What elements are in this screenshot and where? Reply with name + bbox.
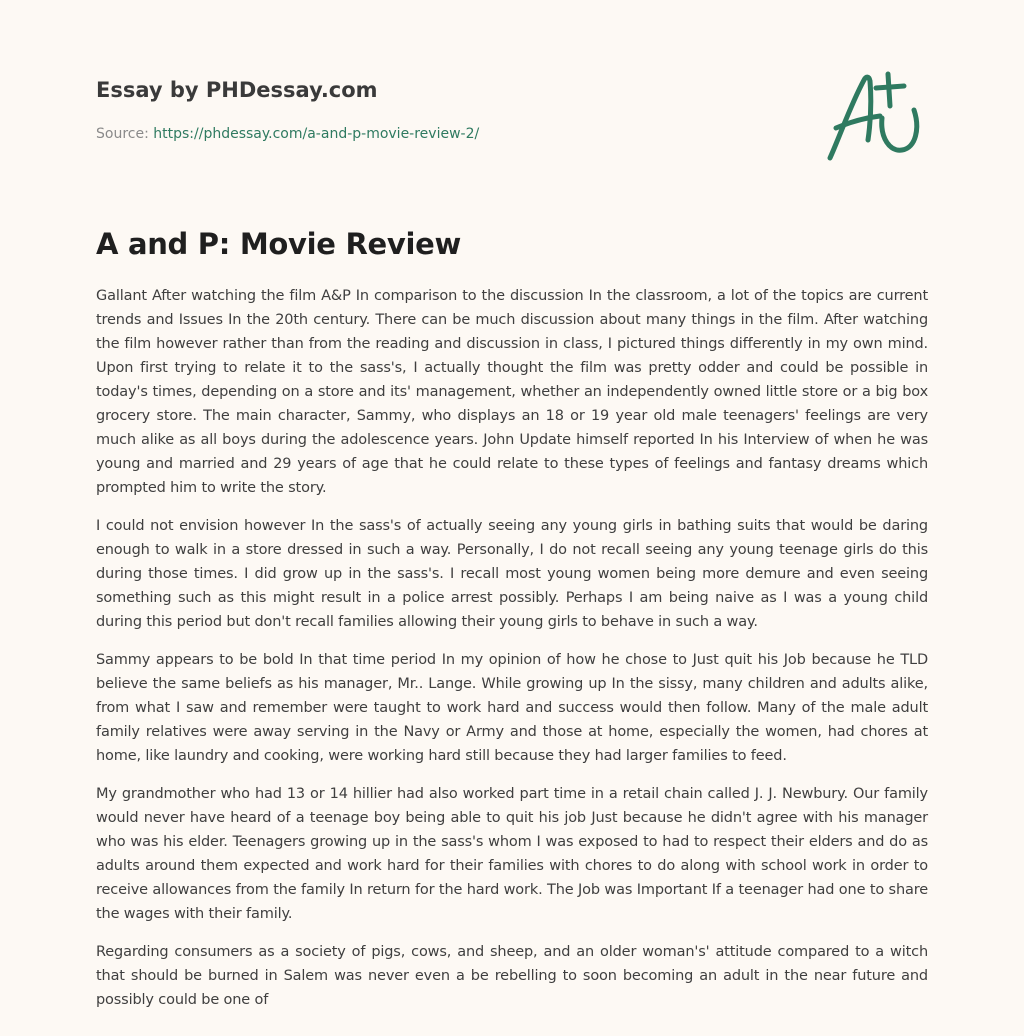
essay-paragraph: Gallant After watching the film A&P In comparison to the discussion In the classroom, a lot of the topics are current trends and Issues In the 20th century. There can be much discussion about many things in the film. After watching the film however rather than from the reading and discussion in class, I pictured things differently in my own mind. Upon first trying to relate it to the sass's, I actually thought the film was pretty odder and could be possible in today's times, depending on a store and its' management, whether an independently owned little store or a big box grocery store. The main character, Sammy, who displays an 18 or 19 year old male teenagers' feelings are very much alike as all boys during the adolescence years. John Update himself reported In his Interview of when he was young and married and 29 years of age that he could relate to these types of feelings and fantasy dreams which prompted him to write the story. — [96, 288, 928, 496]
brand-title: Essay by PHDessay.com — [96, 78, 378, 102]
essay-paragraph: I could not envision however In the sass's of actually seeing any young girls in bathing suits that would be daring enough to walk in a store dressed in such a way. Personally, I do not recall seeing any young teenage girls do this during those times. I did grow up in the sass's. I recall most young women being more demure and even seeing something such as this might result in a police arrest possibly. Perhaps I am being naive as I was a young child during this period but don't recall families allowing their young girls to behave in such a way. — [96, 518, 928, 630]
source-line — [96, 124, 796, 144]
essay-paragraph: My grandmother who had 13 or 14 hillier had also worked part time in a retail chain called J. J. Newbury. Our family would never have heard of a teenage boy being able to quit his job Just because he didn't agree with his manager who was his elder. Teenagers growing up in the sass's whom I was exposed to had to respect their elders and do as adults around them expected and work hard for their families with chores to do along with school work in order to receive allowances from the family In return for the hard work. The Job was Important If a teenager had one to share the wages with their family. — [96, 786, 928, 922]
site-header — [96, 76, 796, 144]
source-label: Source: — [96, 126, 154, 142]
page-title: A and P: Movie Review — [96, 227, 461, 261]
source-link[interactable]: https://phdessay.com/a-and-p-movie-review-2/ — [153, 126, 480, 142]
essay-body — [96, 284, 928, 1026]
essay-paragraph: Regarding consumers as a society of pigs, cows, and sheep, and an older woman's' attitude compared to a witch that should be burned in Salem was never even a be rebelling to soon becoming an adult in the near future and possibly could be one of — [96, 944, 928, 1008]
a-plus-logo-icon — [820, 66, 930, 166]
essay-paragraph: Sammy appears to be bold In that time period In my opinion of how he chose to Just quit his Job because he TLD believe the same beliefs as his manager, Mr.. Lange. While growing up In the sissy, many children and adults alike, from what I saw and remember were taught to work hard and success would then follow. Many of the male adult family relatives were away serving in the Navy or Army and those at home, especially the women, had chores at home, like laundry and cooking, were working hard still because they had larger families to feed. — [96, 652, 928, 764]
